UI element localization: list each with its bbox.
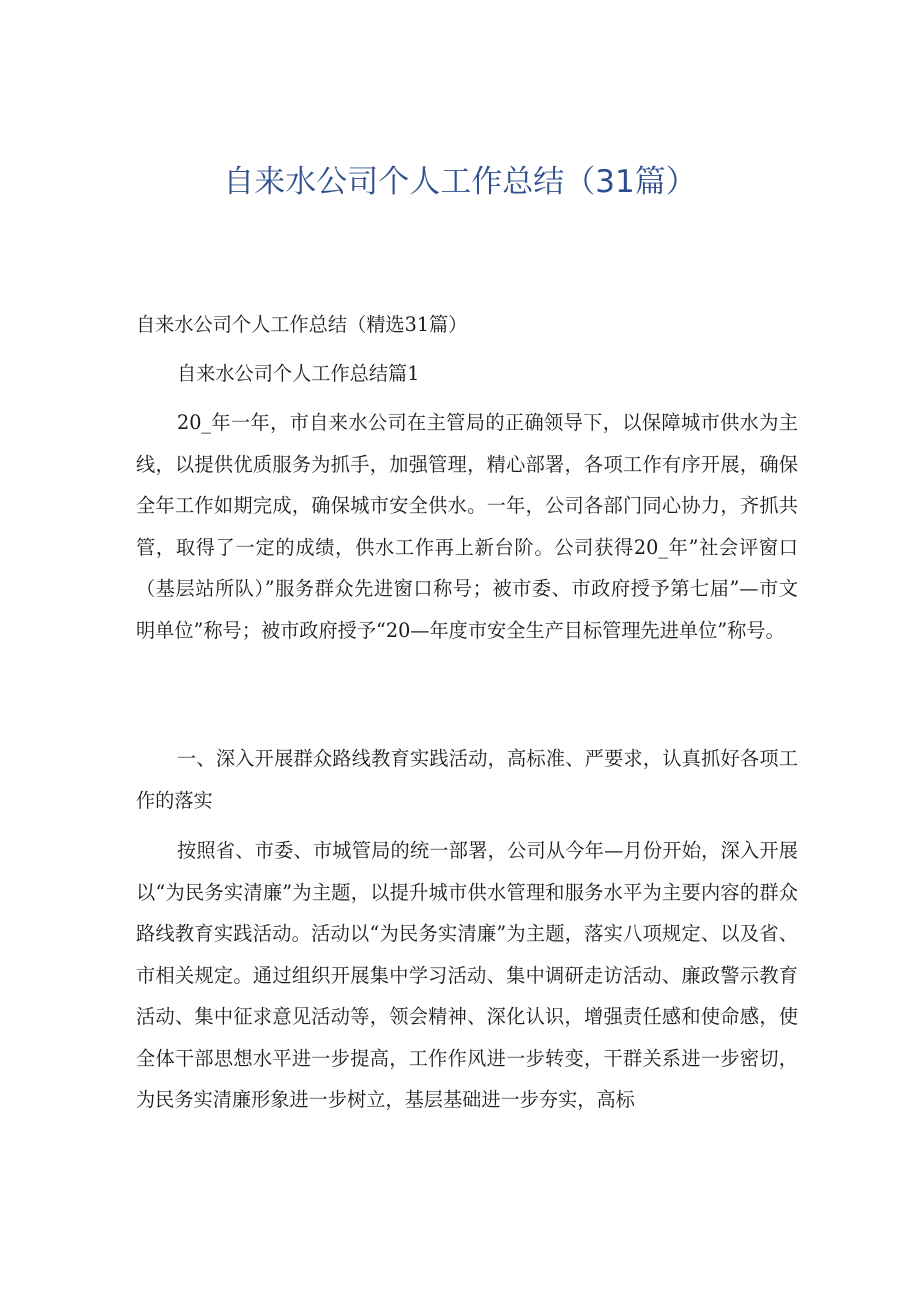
- paragraph-section-one-heading: 一、深入开展群众路线教育实践活动，高标准、严要求，认真抓好各项工作的落实: [136, 747, 798, 812]
- document-title: 自来水公司个人工作总结（31篇）: [223, 164, 697, 200]
- paragraph-section-one-body: 按照省、市委、市城管局的统一部署，公司从今年—月份开始，深入开展以“为民务实清廉”为主题，以提升城市供水管理和服务水平为主要内容的群众路线教育实践活动。活动以“为民务实清廉”为主题，落实八项规定、以及省、市相关规定。通过组织开展集中学习活动、集中调研走访活动、廉政警示教育活动、集中征求意见活动等，领会精神、深化认识，增强责任感和使命感，使全体干部思想水平进一步提高，工作作风进一步转变，干群关系进一步密切，为民务实清廉形象进一步树立，基层基础进一步夯实，高标: [136, 839, 798, 1111]
- document-subtitle: 自来水公司个人工作总结（精选31篇）: [136, 313, 468, 336]
- paragraph-intro: 20_年一年，市自来水公司在主管局的正确领导下，以保障城市供水为主线，以提供优质服务为抓手，加强管理，精心部署，各项工作有序开展，确保全年工作如期完成，确保城市安全供水。一年，公司各部门同心协力，齐抓共管，取得了一定的成绩，供水工作再上新台阶。公司获得20_年”社会评窗口（基层站所队）”服务群众先进窗口称号；被市委、市政府授予第七届”—市文明单位”称号；被市政府授予“20—年度市安全生产目标管理先进单位”称号。: [136, 411, 798, 642]
- section-heading: 自来水公司个人工作总结篇1: [177, 362, 420, 385]
